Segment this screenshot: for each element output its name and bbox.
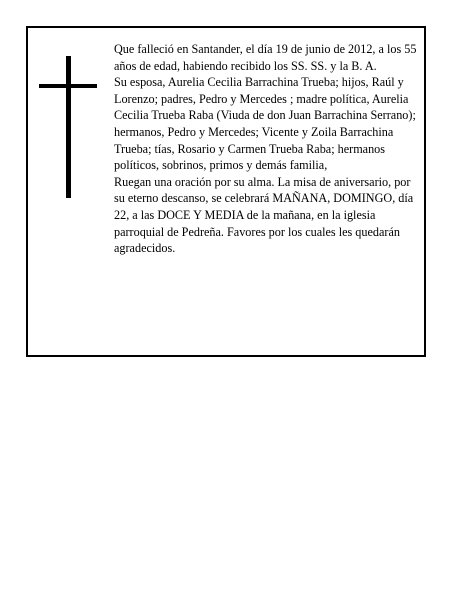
notice-paragraph-death-announcement: Que falleció en Santander, el día 19 de junio de 2012, a los 55 años de edad, habiendo recibido los SS. SS. y la B. A. — [114, 42, 417, 73]
cross-horizontal-bar — [39, 84, 97, 88]
obituary-notice — [26, 26, 426, 357]
notice-text — [114, 41, 420, 257]
notice-paragraph-family: Su esposa, Aurelia Cecilia Barrachina Trueba; hijos, Raúl y Lorenzo; padres, Pedro y Mercedes ; madre política, Aurelia Cecilia Trueba Raba (Viuda de don Juan Barrachina Serrano); hermanos, Pedro y Mercedes; Vicente y Zoila Barrachina Trueba; tías, Rosario y Carmen Trueba Raba; hermanos políticos, sobrinos, primos y demás familia, — [114, 75, 416, 173]
notice-paragraph-mass: Ruegan una oración por su alma. La misa de aniversario, por su eterno descanso, se celebrará MAÑANA, DOMINGO, día 22, a las DOCE Y MEDIA de la mañana, en la iglesia parroquial de Pedreña. Favores por los cuales les quedarán agradecidos. — [114, 174, 414, 256]
cross-vertical-bar — [66, 56, 71, 198]
